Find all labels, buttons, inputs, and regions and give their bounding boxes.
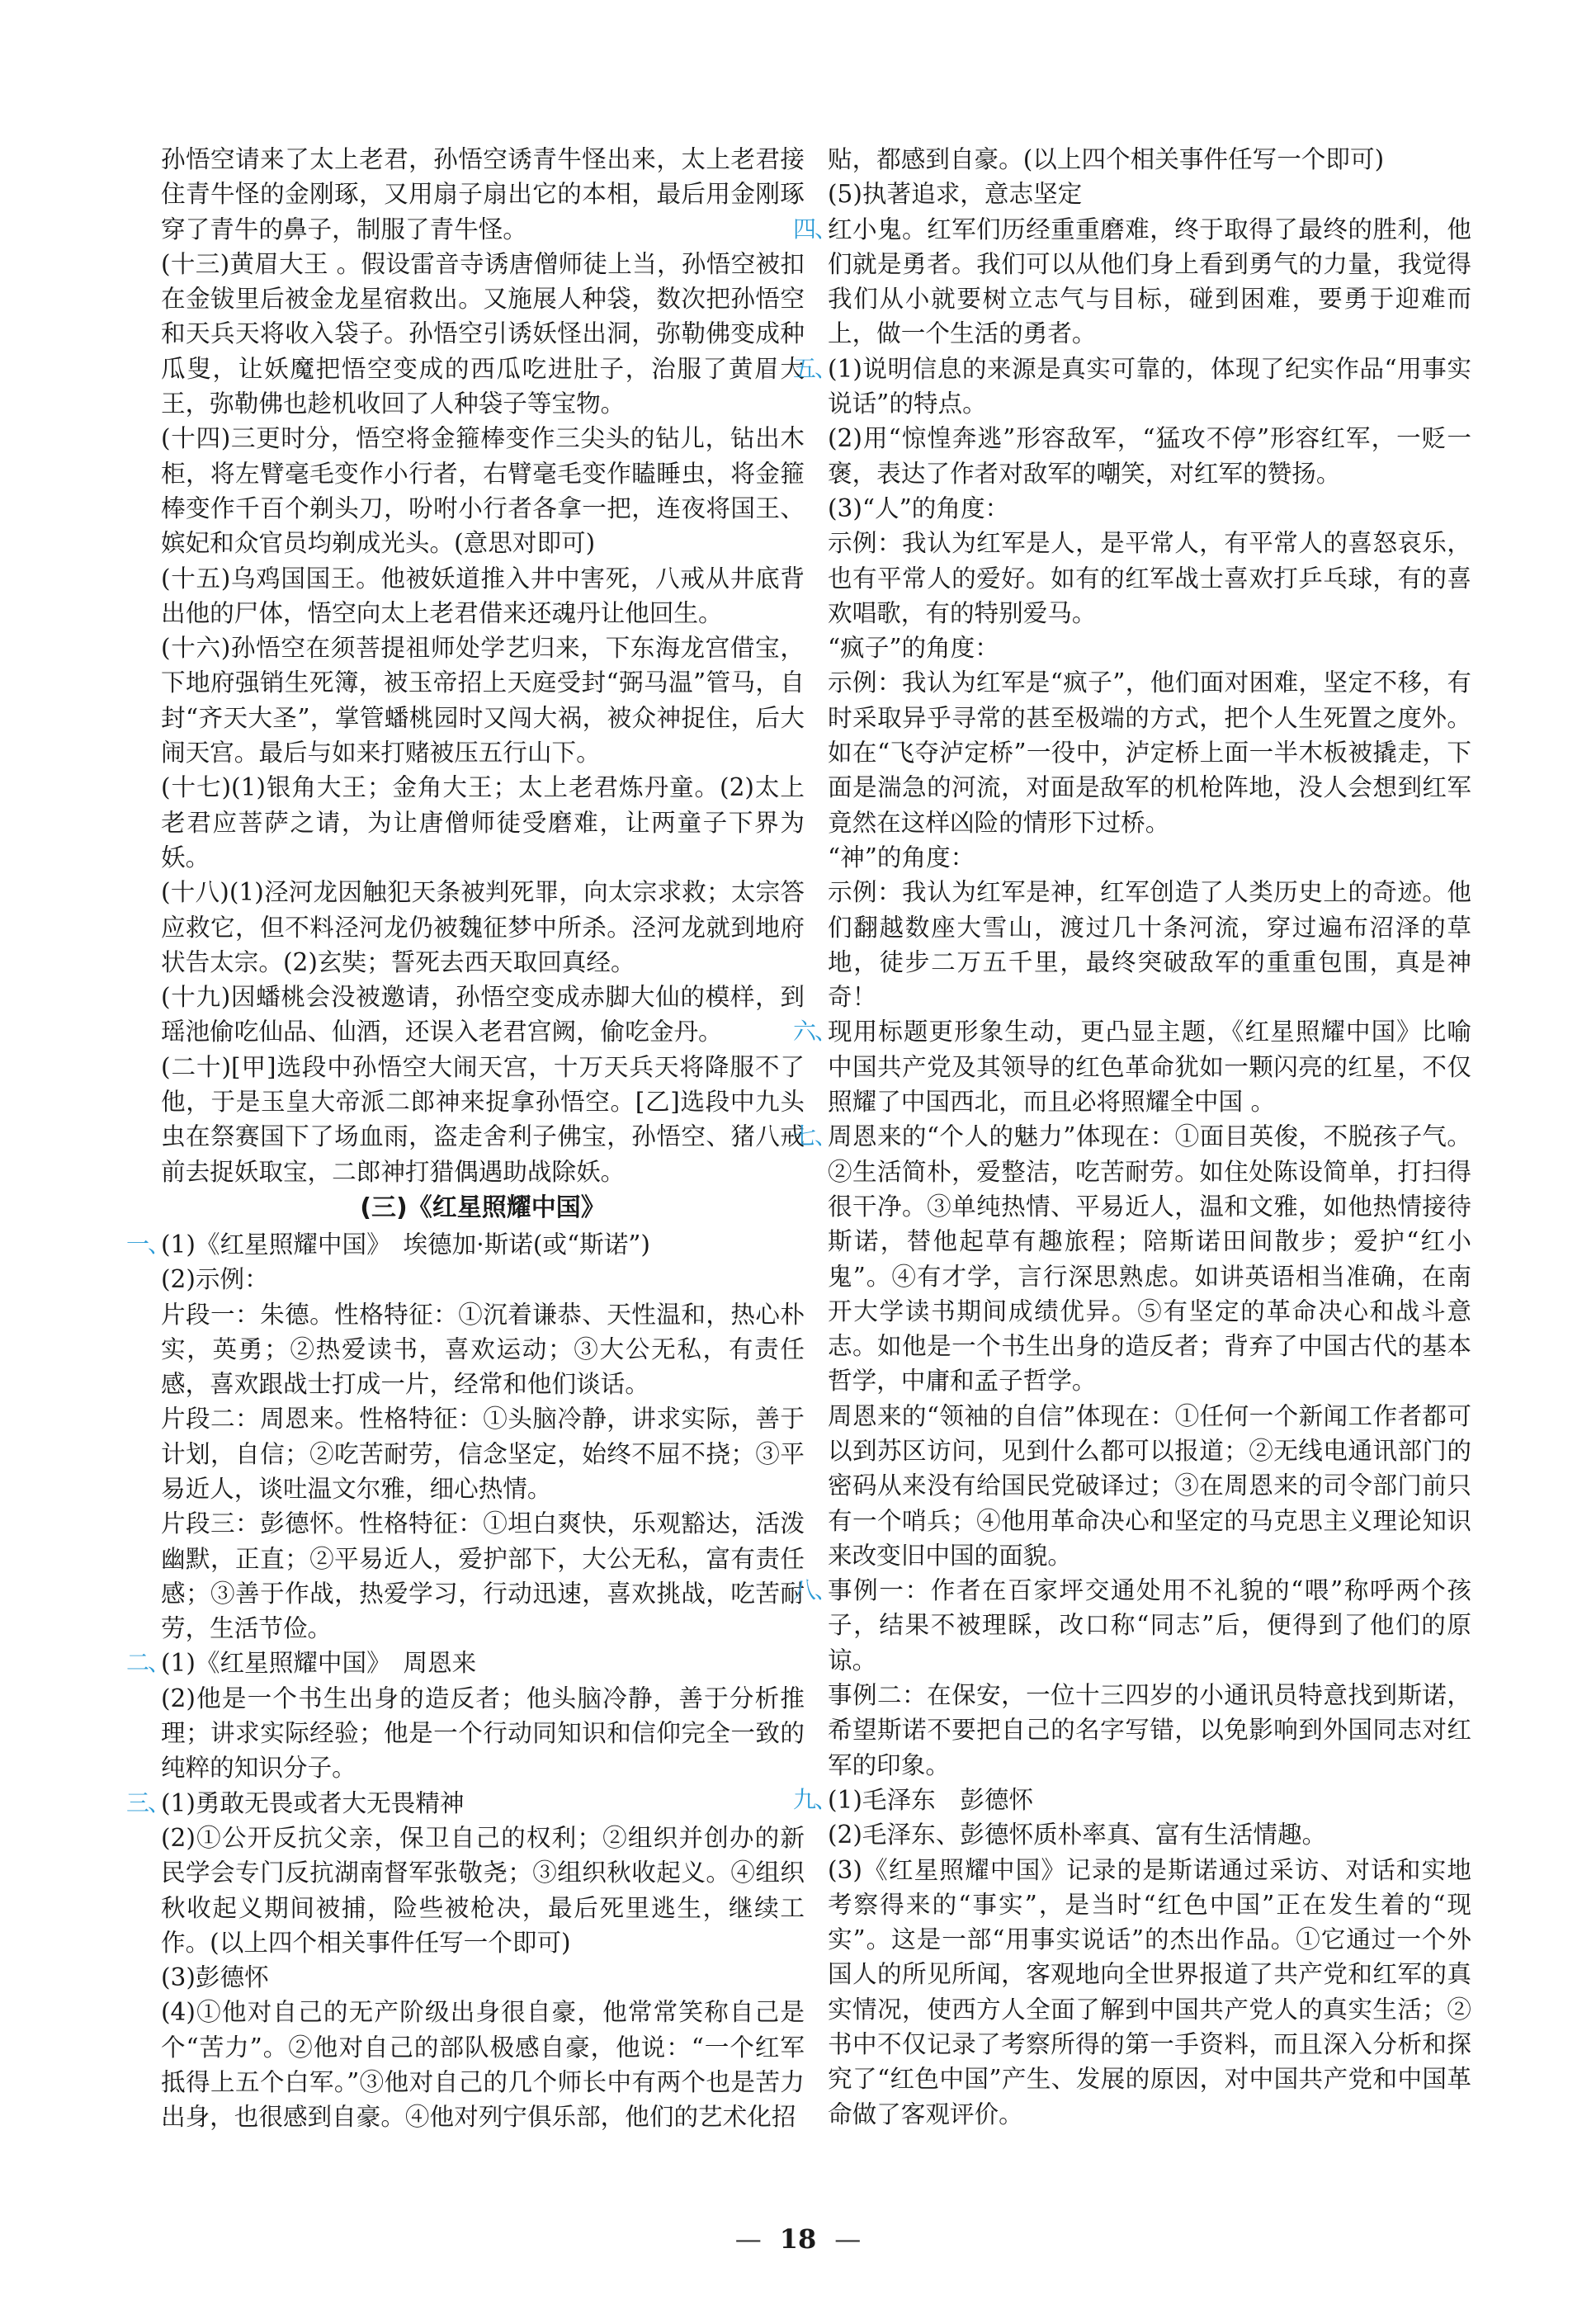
- answer-paragraph: (1)说明信息的来源是真实可靠的，体现了纪实作品“用事实说话”的特点。: [828, 354, 1471, 418]
- question-section-6: [793, 1014, 1471, 1119]
- answer-paragraph: (1)毛泽东 彭德怀: [828, 1785, 1034, 1814]
- answer-paragraph: (1)勇敢无畏或者大无畏精神: [161, 1788, 465, 1817]
- answer-paragraph: (3)“人”的角度：: [828, 494, 1010, 522]
- section-heading: (三)《红星照耀中国》: [360, 1193, 606, 1222]
- question-section-5: [793, 352, 1471, 1015]
- answer-paragraph: (4)①他对自己的无产阶级出身很自豪，他常常笑称自己是个“苦力”。②他对自己的部队极感自豪，他说：“一个红军抵得上五个白军。”③他对自己的几个师长中有两个也是苦力出身，也很感到自豪。④他对列宁俱乐部，他们的艺术化招: [161, 1998, 805, 2132]
- footer-dash-left: —: [734, 2223, 762, 2255]
- answer-paragraph: 周恩来的“个人的魅力”体现在：①面目英俊，不脱孩子气。②生活简朴，爱整洁，吃苦耐劳。如住处陈设简单，打扫得很干净。③单纯热情、平易近人，温和文雅，如他热情接待斯诺，替他起草有趣旅程；陪斯诺田间散步；爱护“红小鬼”。④有才学，言行深思熟虑。如讲英语相当准确，在南开大学读书期间成绩优异。⑤有坚定的革命决心和战斗意志。如他是一个书生出身的造反者；背弃了中国古代的基本哲学，中庸和孟子哲学。: [828, 1122, 1471, 1396]
- answer-paragraph: (二十)[甲]选段中孙悟空大闹天宫，十万天兵天将降服不了他，于是玉皇大帝派二郎神来捉拿孙悟空。[乙]选段中九头虫在祭赛国下了场血雨，盗走舍利子佛宝，孙悟空、猪八戒前去捉妖取宝，二郎神打猎偶遇助战除妖。: [161, 1052, 805, 1186]
- question-number: 二、: [126, 1649, 170, 1677]
- question-number: 五、: [793, 354, 837, 382]
- answer-paragraph: (十六)孙悟空在须菩提祖师处学艺归来，下东海龙宫借宝，下地府强销生死簿，被玉帝招上天庭受封“弼马温”管马，自封“齐天大圣”，掌管蟠桃园时又闯大祸，被众神捉住，后大闹天宫。最后与如来打赌被压五行山下。: [161, 634, 805, 768]
- answer-paragraph: 片段三：彭德怀。性格特征：①坦白爽快，乐观豁达，活泼幽默，正直；②平易近人，爱护部下，大公无私，富有责任感；③善于作战，热爱学习，行动迅速，喜欢挑战，吃苦耐劳，生活节俭。: [161, 1509, 805, 1643]
- footer-dash-right: —: [834, 2223, 862, 2255]
- question-number: 七、: [793, 1122, 837, 1150]
- answer-paragraph: (2)示例：: [161, 1265, 269, 1294]
- answer-paragraph: 片段一：朱德。性格特征：①沉着谦恭、天性温和，热心朴实，英勇；②热爱读书，喜欢运动；③大公无私，有责任感，喜欢跟战士打成一片，经常和他们谈话。: [161, 1300, 805, 1399]
- page-number: 18: [779, 2223, 817, 2255]
- answer-paragraph: (2)毛泽东、彭德怀质朴率真、富有生活情趣。: [828, 1821, 1327, 1849]
- answer-paragraph: 红小鬼。红军们历经重重磨难，终于取得了最终的胜利，他们就是勇者。我们可以从他们身上看到勇气的力量，我觉得我们从小就要树立志气与目标，碰到困难，要勇于迎难而上，做一个生活的勇者。: [828, 215, 1471, 348]
- question-number: 八、: [793, 1576, 837, 1604]
- answer-paragraph: (1)《红星照耀中国》 周恩来: [161, 1649, 477, 1678]
- question-section-8: [793, 1573, 1471, 1783]
- answer-paragraph: (2)他是一个书生出身的造反者；他头脑冷静，善于分析推理；讲求实际经验；他是一个行动同知识和信仰完全一致的纯粹的知识分子。: [161, 1684, 805, 1783]
- answer-paragraph: 周恩来的“领袖的自信”体现在：①任何一个新闻工作者都可以到苏区访问，见到什么都可以报道；②无线电通讯部门的密码从来没有给国民党破译过；③在周恩来的司令部门前只有一个哨兵；④他用革命决心和坚定的马克思主义理论知识来改变旧中国的面貌。: [828, 1401, 1471, 1570]
- question-number: 三、: [126, 1788, 170, 1816]
- question-section-2: [126, 1646, 805, 1785]
- answer-paragraph: “神”的角度：: [828, 843, 975, 872]
- question-section-3: [126, 1786, 805, 2135]
- answer-paragraph: (十七)(1)银角大王；金角大王；太上老君炼丹童。(2)太上老君应菩萨之请，为让唐僧师徒受磨难，让两童子下界为妖。: [161, 773, 805, 872]
- answer-paragraph: 示例：我认为红军是人，是平常人，有平常人的喜怒哀乐，也有平常人的爱好。如有的红军战士喜欢打乒乓球，有的喜欢唱歌，有的特别爱马。: [828, 529, 1471, 627]
- answer-paragraph: 现用标题更形象生动，更凸显主题，《红星照耀中国》比喻中国共产党及其领导的红色革命犹如一颗闪亮的红星，不仅照耀了中国西北，而且必将照耀全中国 。: [828, 1018, 1471, 1117]
- answer-paragraph: 示例：我认为红军是“疯子”，他们面对困难，坚定不移，有时采取异乎寻常的甚至极端的方式，把个人生死置之度外。如在“飞夺泸定桥”一役中，泸定桥上面一半木板被撬走，下面是湍急的河流，对面是敌军的机枪阵地，没人会想到红军竟然在这样凶险的情形下过桥。: [828, 668, 1471, 837]
- answer-paragraph: (5)执著追求，意志坚定: [828, 180, 1083, 209]
- answer-paragraph: (十九)因蟠桃会没被邀请，孙悟空变成赤脚大仙的模样，到瑶池偷吃仙品、仙酒，还误入老君宫阙，偷吃金丹。: [161, 983, 805, 1046]
- question-number: 六、: [793, 1018, 837, 1046]
- right-column: [793, 142, 1471, 2132]
- answer-paragraph: (十三)黄眉大王 。假设雷音寺诱唐僧师徒上当，孙悟空被扣在金钹里后被金龙星宿救出。又施展人种袋，数次把孙悟空和天兵天将收入袋子。孙悟空引诱妖怪出洞，弥勒佛变成种瓜叟，让妖魔把悟空变成的西瓜吃进肚子，治服了黄眉大王，弥勒佛也趁机收回了人种袋子等宝物。: [161, 249, 805, 418]
- answer-paragraph: 示例：我认为红军是神，红军创造了人类历史上的奇迹。他们翻越数座大雪山，渡过几十条河流，穿过遍布沼泽的草地，徒步二万五千里，最终突破敌军的重重包围，真是神奇！: [828, 878, 1471, 1012]
- question-section-9: [793, 1783, 1471, 2132]
- question-number: 一、: [126, 1230, 170, 1258]
- answer-paragraph: (十八)(1)泾河龙因触犯天条被判死罪，向太宗求救；太宗答应救它，但不料泾河龙仍被魏征梦中所杀。泾河龙就到地府状告太宗。(2)玄奘；誓死去西天取回真经。: [161, 878, 805, 976]
- question-section-7: [793, 1119, 1471, 1573]
- answer-paragraph: (3)彭德怀: [161, 1963, 269, 1992]
- question-section-4: [793, 212, 1471, 352]
- answer-paragraph: 事例一：作者在百家坪交通处用不礼貌的“喂”称呼两个孩子，结果不被理睬，改口称“同志”后，便得到了他们的原谅。: [828, 1576, 1471, 1675]
- page-footer: [0, 2223, 1596, 2255]
- answer-paragraph: 孙悟空请来了太上老君，孙悟空诱青牛怪出来，太上老君接住青牛怪的金刚琢，又用扇子扇出它的本相，最后用金刚琢穿了青牛的鼻子，制服了青牛怪。: [161, 145, 805, 243]
- answer-paragraph: 事例二：在保安，一位十三四岁的小通讯员特意找到斯诺，希望斯诺不要把自己的名字写错，以免影响到外国同志对红军的印象。: [828, 1681, 1471, 1779]
- question-number: 九、: [793, 1785, 837, 1813]
- question-number: 四、: [793, 215, 837, 243]
- left-column: [126, 142, 805, 2135]
- answer-paragraph: (1)《红星照耀中国》 埃德加·斯诺(或“斯诺”): [161, 1230, 650, 1259]
- answer-paragraph: “疯子”的角度：: [828, 634, 999, 663]
- answer-paragraph: (2)①公开反抗父亲，保卫自己的权利；②组织并创办的新民学会专门反抗湖南督军张敬尧；③组织秋收起义。④组织秋收起义期间被捕，险些被枪决，最后死里逃生，继续工作。(以上四个相关事件任写一个即可): [161, 1823, 805, 1957]
- answer-paragraph: (2)用“惊惶奔逃”形容敌军，“猛攻不停”形容红军，一贬一褒，表达了作者对敌军的嘲笑，对红军的赞扬。: [828, 424, 1471, 488]
- answer-paragraph: (十四)三更时分，悟空将金箍棒变作三尖头的钻儿，钻出木柜，将左臂毫毛变作小行者，右臂毫毛变作瞌睡虫，将金箍棒变作千百个剃头刀，吩咐小行者各拿一把，连夜将国王、嫔妃和众官员均剃成光头。(意思对即可): [161, 424, 805, 558]
- question-section-1: [126, 1227, 805, 1646]
- answer-paragraph: (十五)乌鸡国国王。他被妖道推入井中害死，八戒从井底背出他的尸体，悟空向太上老君借来还魂丹让他回生。: [161, 564, 805, 627]
- answer-paragraph: 片段二：周恩来。性格特征：①头脑冷静，讲求实际，善于计划，自信；②吃苦耐劳，信念坚定，始终不屈不挠；③平易近人，谈吐温文尔雅，细心热情。: [161, 1405, 805, 1503]
- answer-paragraph: 贴，都感到自豪。(以上四个相关事件任写一个即可): [828, 145, 1385, 173]
- answer-paragraph: (3)《红星照耀中国》记录的是斯诺通过采访、对话和实地考察得来的“事实”，是当时“红色中国”正在发生着的“现实”。这是一部“用事实说话”的杰出作品。①它通过一个外国人的所见所闻，客观地向全世界报道了共产党和红军的真实情况，使西方人全面了解到中国共产党人的真实生活；②书中不仅记录了考察所得的第一手资料，而且深入分析和探究了“红色中国”产生、发展的原因，对中国共产党和中国革命做了客观评价。: [828, 1855, 1471, 2128]
